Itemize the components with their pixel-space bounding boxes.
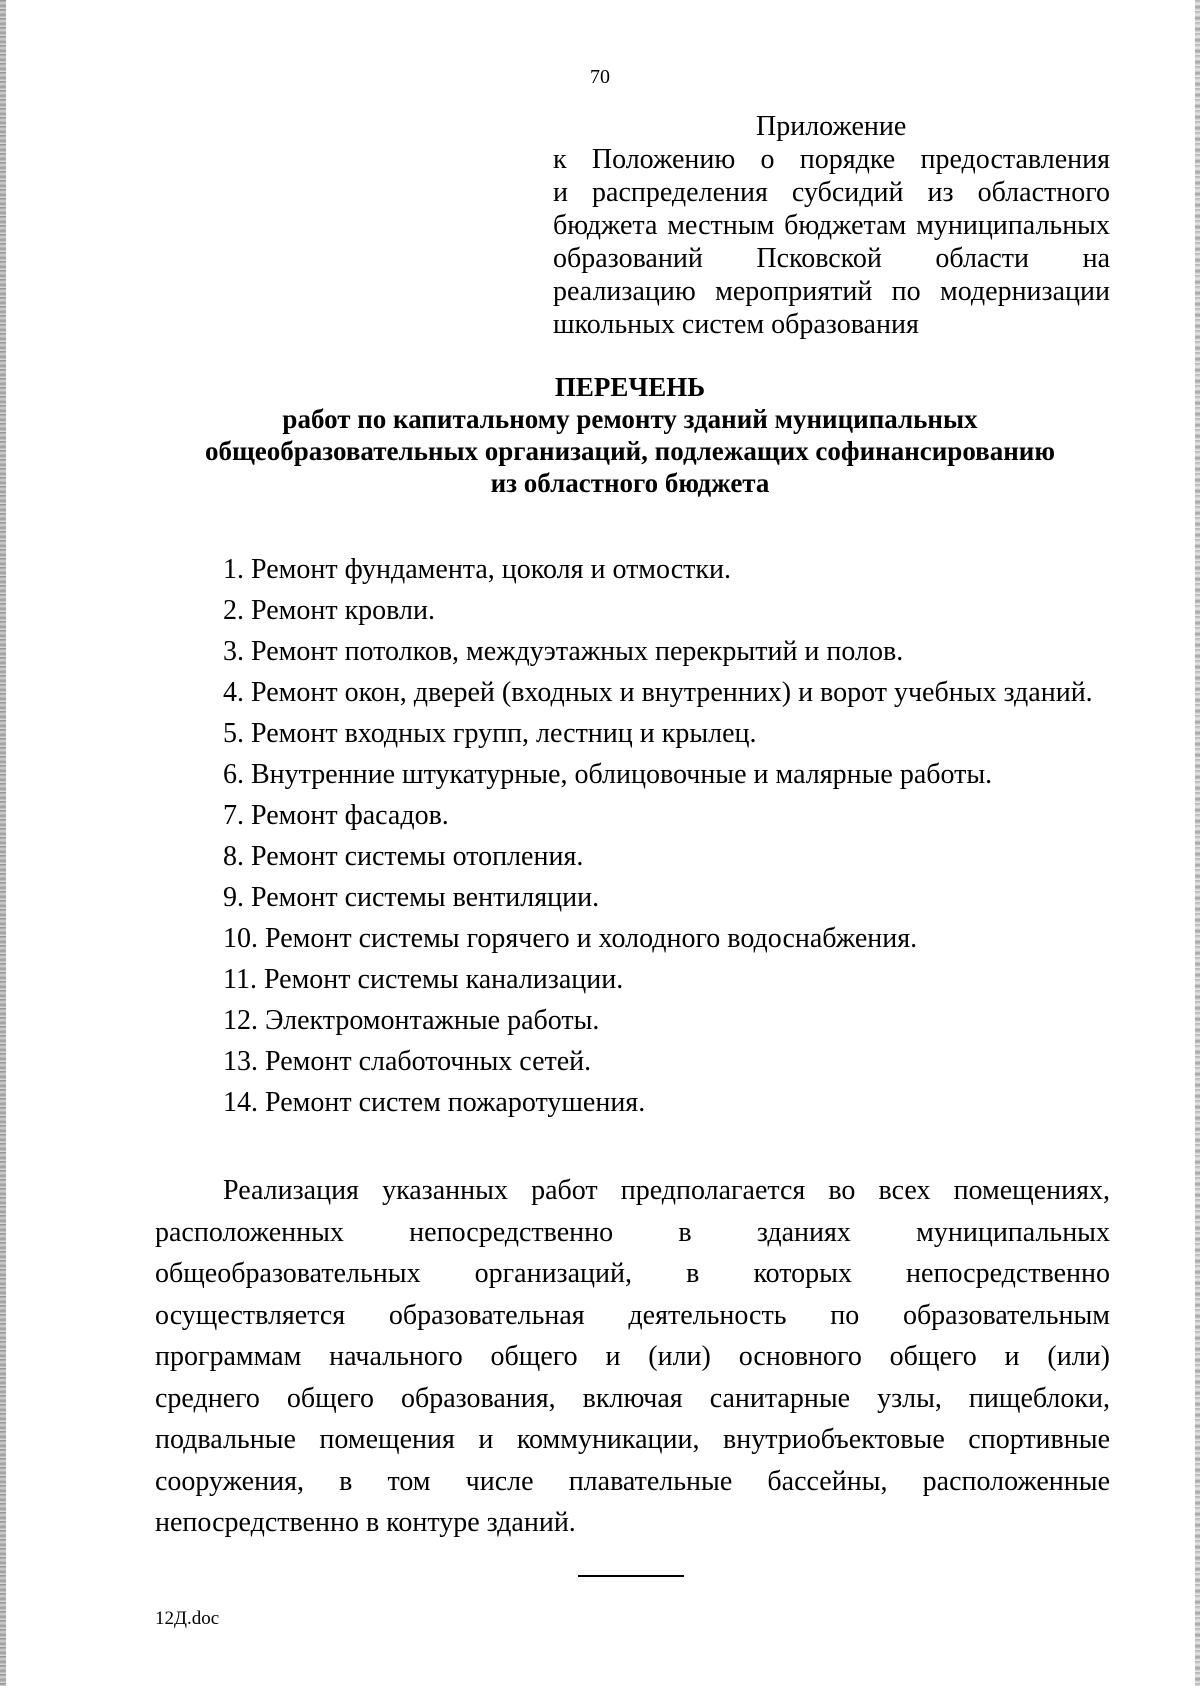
list-item: 6. Внутренние штукатурные, облицовочные и малярные работы. — [223, 759, 993, 790]
closing-paragraph — [155, 1170, 1110, 1544]
document-heading — [150, 371, 1110, 499]
paragraph-line: расположенных непосредственно в зданиях муниципальных — [155, 1216, 1110, 1248]
paragraph-line: сооружения, в том числе плавательные бассейны, расположенные — [155, 1465, 1110, 1497]
footer-filename: 12Д.doc — [155, 1608, 220, 1629]
heading-subtitle-line: работ по капитальному ремонту зданий муниципальных — [282, 404, 978, 434]
paragraph-line: программам начального общего и (или) основного общего и (или) — [155, 1341, 1110, 1372]
appendix-title: Приложение — [756, 111, 907, 142]
list-item: 14. Ремонт систем пожаротушения. — [223, 1087, 646, 1118]
list-item: 9. Ремонт системы вентиляции. — [223, 882, 600, 913]
scan-edge-right — [1195, 0, 1200, 1686]
heading-subtitle-line: общеобразовательных организаций, подлежащих софинансированию — [205, 436, 1055, 466]
heading-subtitle-line: из областного бюджета — [490, 468, 770, 498]
list-item: 3. Ремонт потолков, междуэтажных перекрытий и полов. — [223, 636, 904, 667]
appendix-block — [553, 110, 1110, 341]
paragraph-line: непосредственно в контуре зданий. — [155, 1507, 576, 1538]
list-item: 10. Ремонт системы горячего и холодного водоснабжения. — [223, 923, 918, 954]
paragraph-line: среднего общего образования, включая санитарные узлы, пищеблоки, — [155, 1382, 1110, 1414]
list-item: 4. Ремонт окон, дверей (входных и внутренних) и ворот учебных зданий. — [223, 677, 1093, 708]
works-list — [155, 549, 1110, 1123]
list-item: 2. Ремонт кровли. — [223, 595, 435, 626]
scan-edge-left — [0, 0, 6, 1686]
list-item: 7. Ремонт фасадов. — [223, 800, 449, 831]
appendix-line: и распределения субсидий из областного — [553, 177, 1110, 208]
appendix-line: реализацию мероприятий по модернизации — [553, 276, 1110, 307]
paragraph-line: Реализация указанных работ предполагается во всех помещениях, — [223, 1175, 1110, 1206]
paragraph-line: общеобразовательных организаций, в которых непосредственно — [155, 1258, 1110, 1289]
paragraph-line: подвальные помещения и коммуникации, внутриобъектовые спортивные — [155, 1424, 1110, 1455]
list-item: 1. Ремонт фундамента, цоколя и отмостки. — [223, 554, 731, 585]
appendix-line: школьных систем образования — [553, 309, 919, 340]
page-number: 70 — [590, 66, 610, 88]
list-item: 8. Ремонт системы отопления. — [223, 841, 584, 872]
list-item: 12. Электромонтажные работы. — [223, 1005, 600, 1036]
appendix-line: бюджета местным бюджетам муниципальных — [553, 210, 1110, 241]
appendix-line: к Положению о порядке предоставления — [553, 144, 1110, 175]
appendix-line: образований Псковской области на — [553, 243, 1110, 274]
list-item: 5. Ремонт входных групп, лестниц и крылец. — [223, 718, 757, 749]
list-item: 11. Ремонт системы канализации. — [223, 964, 624, 995]
end-divider — [578, 1575, 684, 1577]
heading-title: ПЕРЕЧЕНЬ — [554, 372, 706, 402]
paragraph-line: осуществляется образовательная деятельность по образовательным — [155, 1299, 1110, 1331]
list-item: 13. Ремонт слаботочных сетей. — [223, 1046, 592, 1077]
